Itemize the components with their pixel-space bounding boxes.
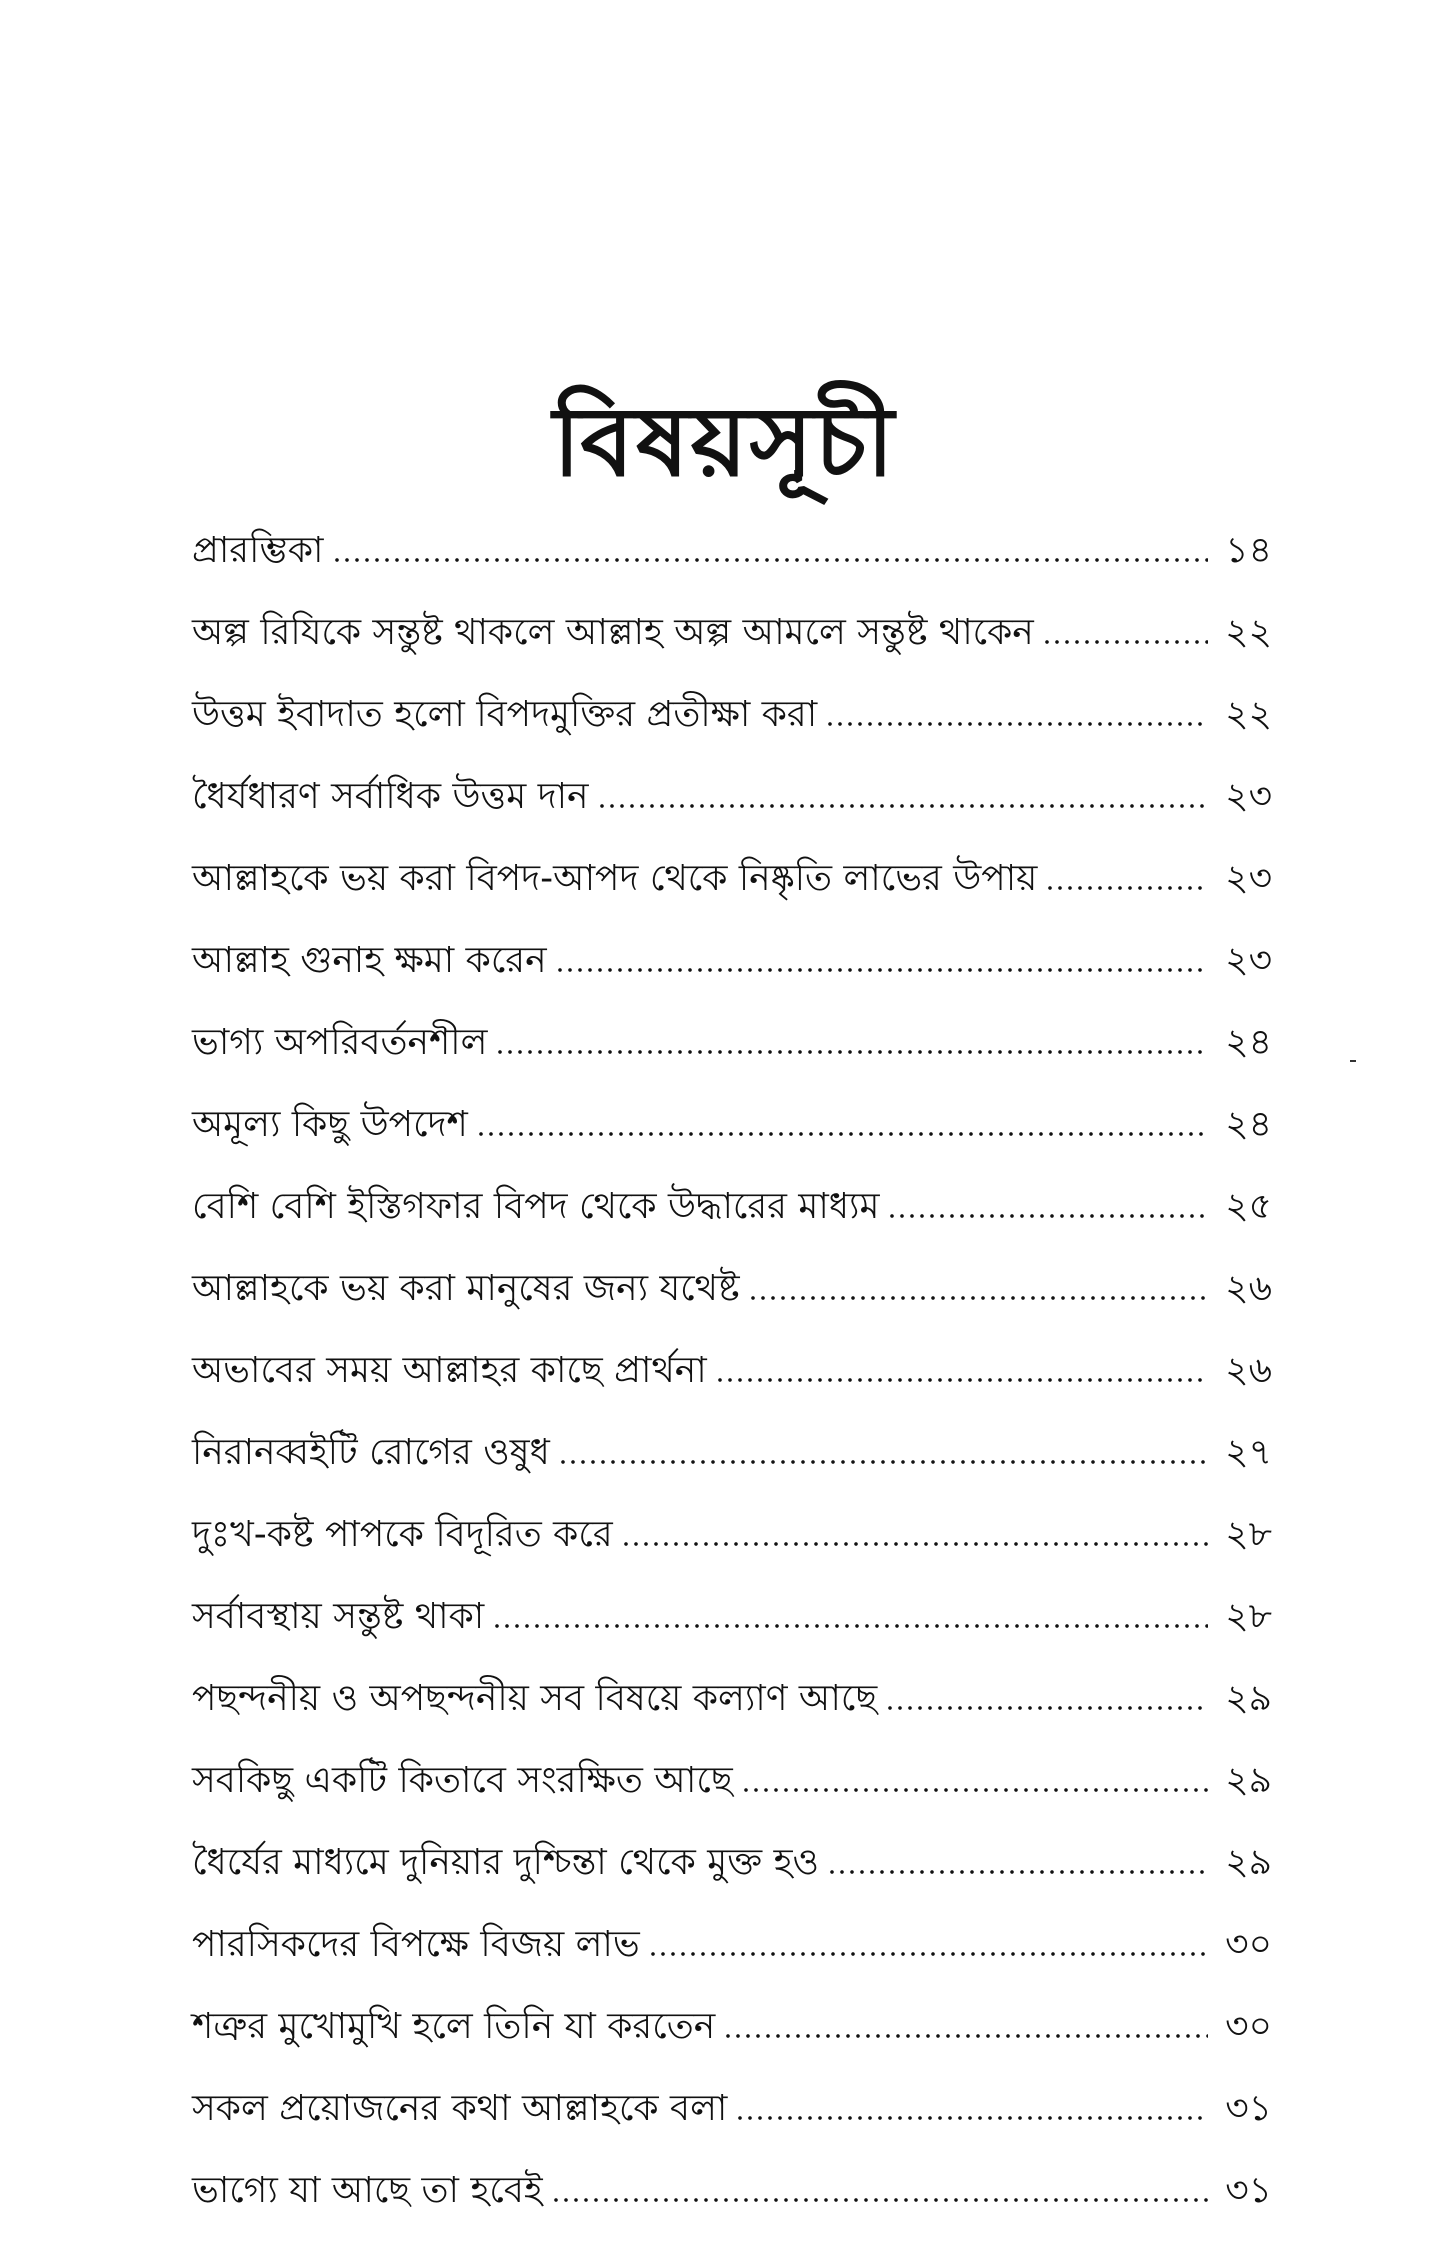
toc-entry-page-number: ২৩ [1225,858,1272,899]
dot-leader [825,722,1208,726]
toc-entry [192,1412,1272,1494]
toc-entry [192,510,1272,592]
toc-entry [192,1904,1272,1986]
toc-entry [192,1986,1272,2068]
dot-leader [555,968,1208,972]
toc-entry-page-number: ২৩ [1225,940,1272,981]
toc-entry-page-number: ২৭ [1225,1432,1272,1473]
toc-entry-page-number: ৩১ [1225,2170,1272,2211]
toc-entry-page-number: ২৮ [1225,1514,1272,1555]
dot-leader [887,1214,1208,1218]
stray-mark [1350,1060,1356,1062]
dot-leader [495,1050,1208,1054]
toc-entry [192,1166,1272,1248]
toc-entry-title: ধৈর্যধারণ সর্বাধিক উত্তম দান [192,776,589,817]
dot-leader [492,1624,1208,1628]
toc-entry-title: উত্তম ইবাদাত হলো বিপদমুক্তির প্রতীক্ষা করা [192,694,818,735]
dot-leader [741,1788,1208,1792]
toc-entry [192,1822,1272,1904]
toc-entry [192,1248,1272,1330]
dot-leader [748,1296,1208,1300]
toc-entry [192,1330,1272,1412]
toc-entry-page-number: ২৪ [1225,1022,1272,1063]
toc-entry [192,1658,1272,1740]
page-title: বিষয়সূচী [552,385,897,499]
toc-entry-page-number: ২৫ [1225,1186,1272,1227]
toc-entry-page-number: ২৯ [1225,1842,1272,1883]
toc-entry-title: অমূল্য কিছু উপদেশ [192,1104,468,1145]
toc-entry-title: সকল প্রয়োজনের কথা আল্লাহকে বলা [192,2088,728,2129]
toc-entry [192,1084,1272,1166]
dot-leader [1045,886,1208,890]
toc-entry-title: আল্লাহকে ভয় করা মানুষের জন্য যথেষ্ট [192,1268,740,1309]
toc-entry [192,920,1272,1002]
toc-entry-page-number: ২৬ [1225,1268,1272,1309]
table-of-contents [192,510,1272,2232]
dot-leader [827,1870,1208,1874]
toc-entry [192,2150,1272,2232]
toc-entry-page-number: ৩০ [1225,2006,1272,2047]
dot-leader [551,2198,1208,2202]
toc-entry-title: প্রারম্ভিকা [192,530,324,571]
toc-entry-page-number: ৩১ [1225,2088,1272,2129]
toc-entry-title: অভাবের সময় আল্লাহর কাছে প্রার্থনা [192,1350,707,1391]
toc-entry-page-number: ২৬ [1225,1350,1272,1391]
dot-leader [597,804,1208,808]
toc-entry-title: আল্লাহ গুনাহ ক্ষমা করেন [192,940,547,981]
toc-entry [192,838,1272,920]
toc-entry-page-number: ২৯ [1225,1760,1272,1801]
toc-entry-title: দুঃখ-কষ্ট পাপকে বিদূরিত করে [192,1514,613,1555]
dot-leader [715,1378,1208,1382]
toc-entry [192,1494,1272,1576]
toc-entry-title: ধৈর্যের মাধ্যমে দুনিয়ার দুশ্চিন্তা থেকে মুক্ত হও [192,1842,820,1883]
toc-entry [192,2068,1272,2150]
toc-entry [192,756,1272,838]
toc-entry-page-number: ২৩ [1225,776,1272,817]
dot-leader [332,558,1208,562]
dot-leader [476,1132,1208,1136]
toc-entry-page-number: ২২ [1225,694,1272,735]
toc-entry-title: সবকিছু একটি কিতাবে সংরক্ষিত আছে [192,1760,733,1801]
toc-entry-page-number: ২৪ [1225,1104,1272,1145]
dot-leader [1042,640,1208,644]
toc-entry-title: পারসিকদের বিপক্ষে বিজয় লাভ [192,1924,640,1965]
toc-entry-title: ভাগ্য অপরিবর্তনশীল [192,1022,488,1063]
toc-entry [192,1002,1272,1084]
toc-entry-title: আল্লাহকে ভয় করা বিপদ-আপদ থেকে নিষ্কৃতি লাভের উপায় [192,858,1038,899]
toc-entry [192,592,1272,674]
toc-entry-title: পছন্দনীয় ও অপছন্দনীয় সব বিষয়ে কল্যাণ আছে [192,1678,878,1719]
toc-entry [192,1576,1272,1658]
dot-leader [558,1460,1208,1464]
dot-leader [648,1952,1208,1956]
toc-entry-title: ভাগ্যে যা আছে তা হবেই [192,2170,543,2211]
toc-entry-page-number: ২২ [1225,612,1272,653]
toc-entry-page-number: ২৮ [1225,1596,1272,1637]
toc-entry-page-number: ৩০ [1225,1924,1272,1965]
toc-entry-title: শত্রুর মুখোমুখি হলে তিনি যা করতেন [192,2006,716,2047]
toc-entry-page-number: ২৯ [1225,1678,1272,1719]
toc-entry-title: সর্বাবস্থায় সন্তুষ্ট থাকা [192,1596,485,1637]
dot-leader [885,1706,1208,1710]
toc-entry-title: অল্প রিযিকে সন্তুষ্ট থাকলে আল্লাহ অল্প আমলে সন্তুষ্ট থাকেন [192,612,1034,653]
dot-leader [723,2034,1208,2038]
dot-leader [735,2116,1208,2120]
dot-leader [621,1542,1208,1546]
toc-entry-title: বেশি বেশি ইস্তিগফার বিপদ থেকে উদ্ধারের মাধ্যম [192,1186,880,1227]
toc-entry [192,674,1272,756]
toc-entry-title: নিরানব্বইটি রোগের ওষুধ [192,1432,550,1473]
toc-entry [192,1740,1272,1822]
toc-entry-page-number: ১৪ [1225,530,1272,571]
